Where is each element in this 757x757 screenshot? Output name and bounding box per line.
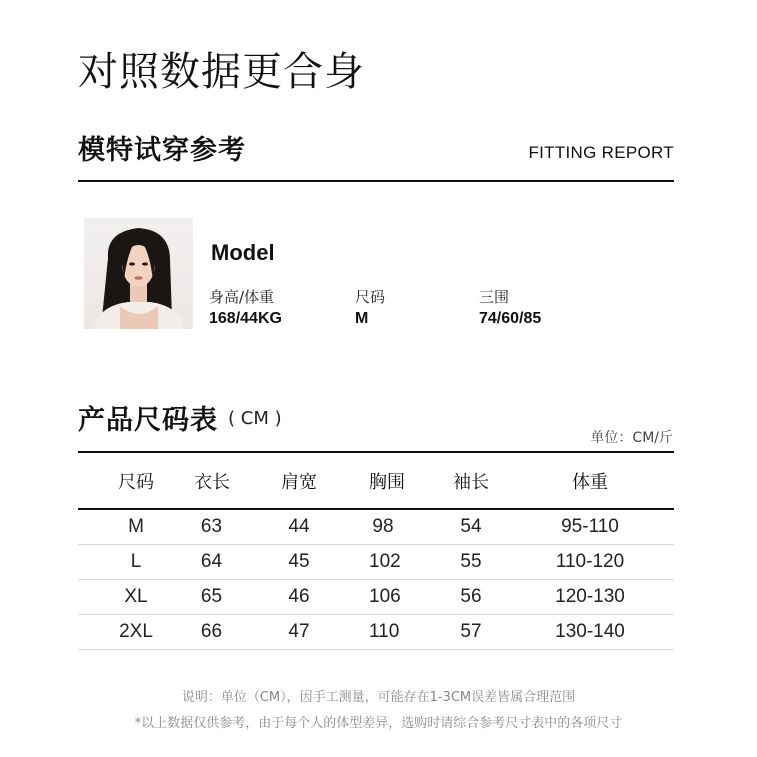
height-weight-label: 身高/体重 — [209, 288, 275, 306]
table-cell: XL — [124, 586, 148, 607]
table-row — [78, 580, 674, 615]
column-header: 体重 — [572, 471, 608, 493]
height-weight-value: 168/44KG — [209, 310, 282, 327]
table-cell: 65 — [200, 586, 223, 607]
table-cell: M — [128, 516, 144, 537]
column-header: 胸围 — [369, 471, 405, 493]
measurement-note: 说明：单位（CM），因手工测量，可能存在1-3CM误差皆属合理范围 — [181, 690, 576, 705]
column-header: 衣长 — [194, 471, 230, 493]
measurements-label: 三围 — [479, 288, 510, 306]
column-header: 肩宽 — [281, 471, 317, 493]
size-table — [78, 451, 674, 650]
table-cell: 46 — [288, 586, 310, 607]
reference-note: *以上数据仅供参考，由于每个人的体型差异，选购时请综合参考尺寸表中的各项尺寸 — [134, 716, 623, 731]
model-size-value: M — [355, 310, 369, 327]
size-chart-unit-label: ( CM ) — [228, 408, 282, 429]
table-cell: 54 — [460, 516, 482, 537]
table-cell: 2XL — [119, 621, 153, 642]
fitting-section-title: 模特试穿参考 — [78, 135, 246, 166]
table-cell: 120-130 — [555, 586, 625, 607]
table-cell: 47 — [288, 621, 310, 642]
page-title: 对照数据更合身 — [78, 49, 365, 95]
table-cell: L — [130, 551, 142, 572]
model-name: Model — [211, 240, 275, 265]
table-cell: 110-120 — [555, 551, 625, 572]
table-cell: 56 — [460, 586, 482, 607]
table-cell: 45 — [288, 551, 310, 572]
table-cell: 64 — [200, 551, 223, 572]
measurements-value: 74/60/85 — [479, 310, 542, 327]
column-header: 袖长 — [453, 471, 489, 493]
table-cell: 106 — [369, 586, 401, 607]
table-cell: 98 — [372, 516, 394, 537]
table-header-row — [78, 453, 674, 508]
fitting-section-title-en: FITTING REPORT — [528, 143, 674, 162]
table-cell: 55 — [460, 551, 482, 572]
table-cell: 57 — [460, 621, 482, 642]
section-divider — [78, 180, 674, 182]
model-size-label: 尺码 — [355, 288, 386, 306]
table-row — [78, 510, 674, 545]
table-cell: 63 — [200, 516, 223, 537]
table-cell: 110 — [369, 621, 400, 642]
table-row — [78, 615, 674, 650]
top-band — [0, 0, 757, 30]
model-photo — [84, 218, 193, 329]
column-header: 尺码 — [118, 471, 154, 493]
table-cell: 102 — [369, 551, 401, 572]
unit-note: 单位：CM/斤 — [590, 430, 673, 446]
table-cell: 95-110 — [561, 516, 619, 537]
table-cell: 44 — [288, 516, 310, 537]
size-chart-title: 产品尺码表 — [78, 405, 218, 436]
table-cell: 66 — [200, 621, 223, 642]
table-row — [78, 545, 674, 580]
table-cell: 130-140 — [555, 621, 625, 642]
